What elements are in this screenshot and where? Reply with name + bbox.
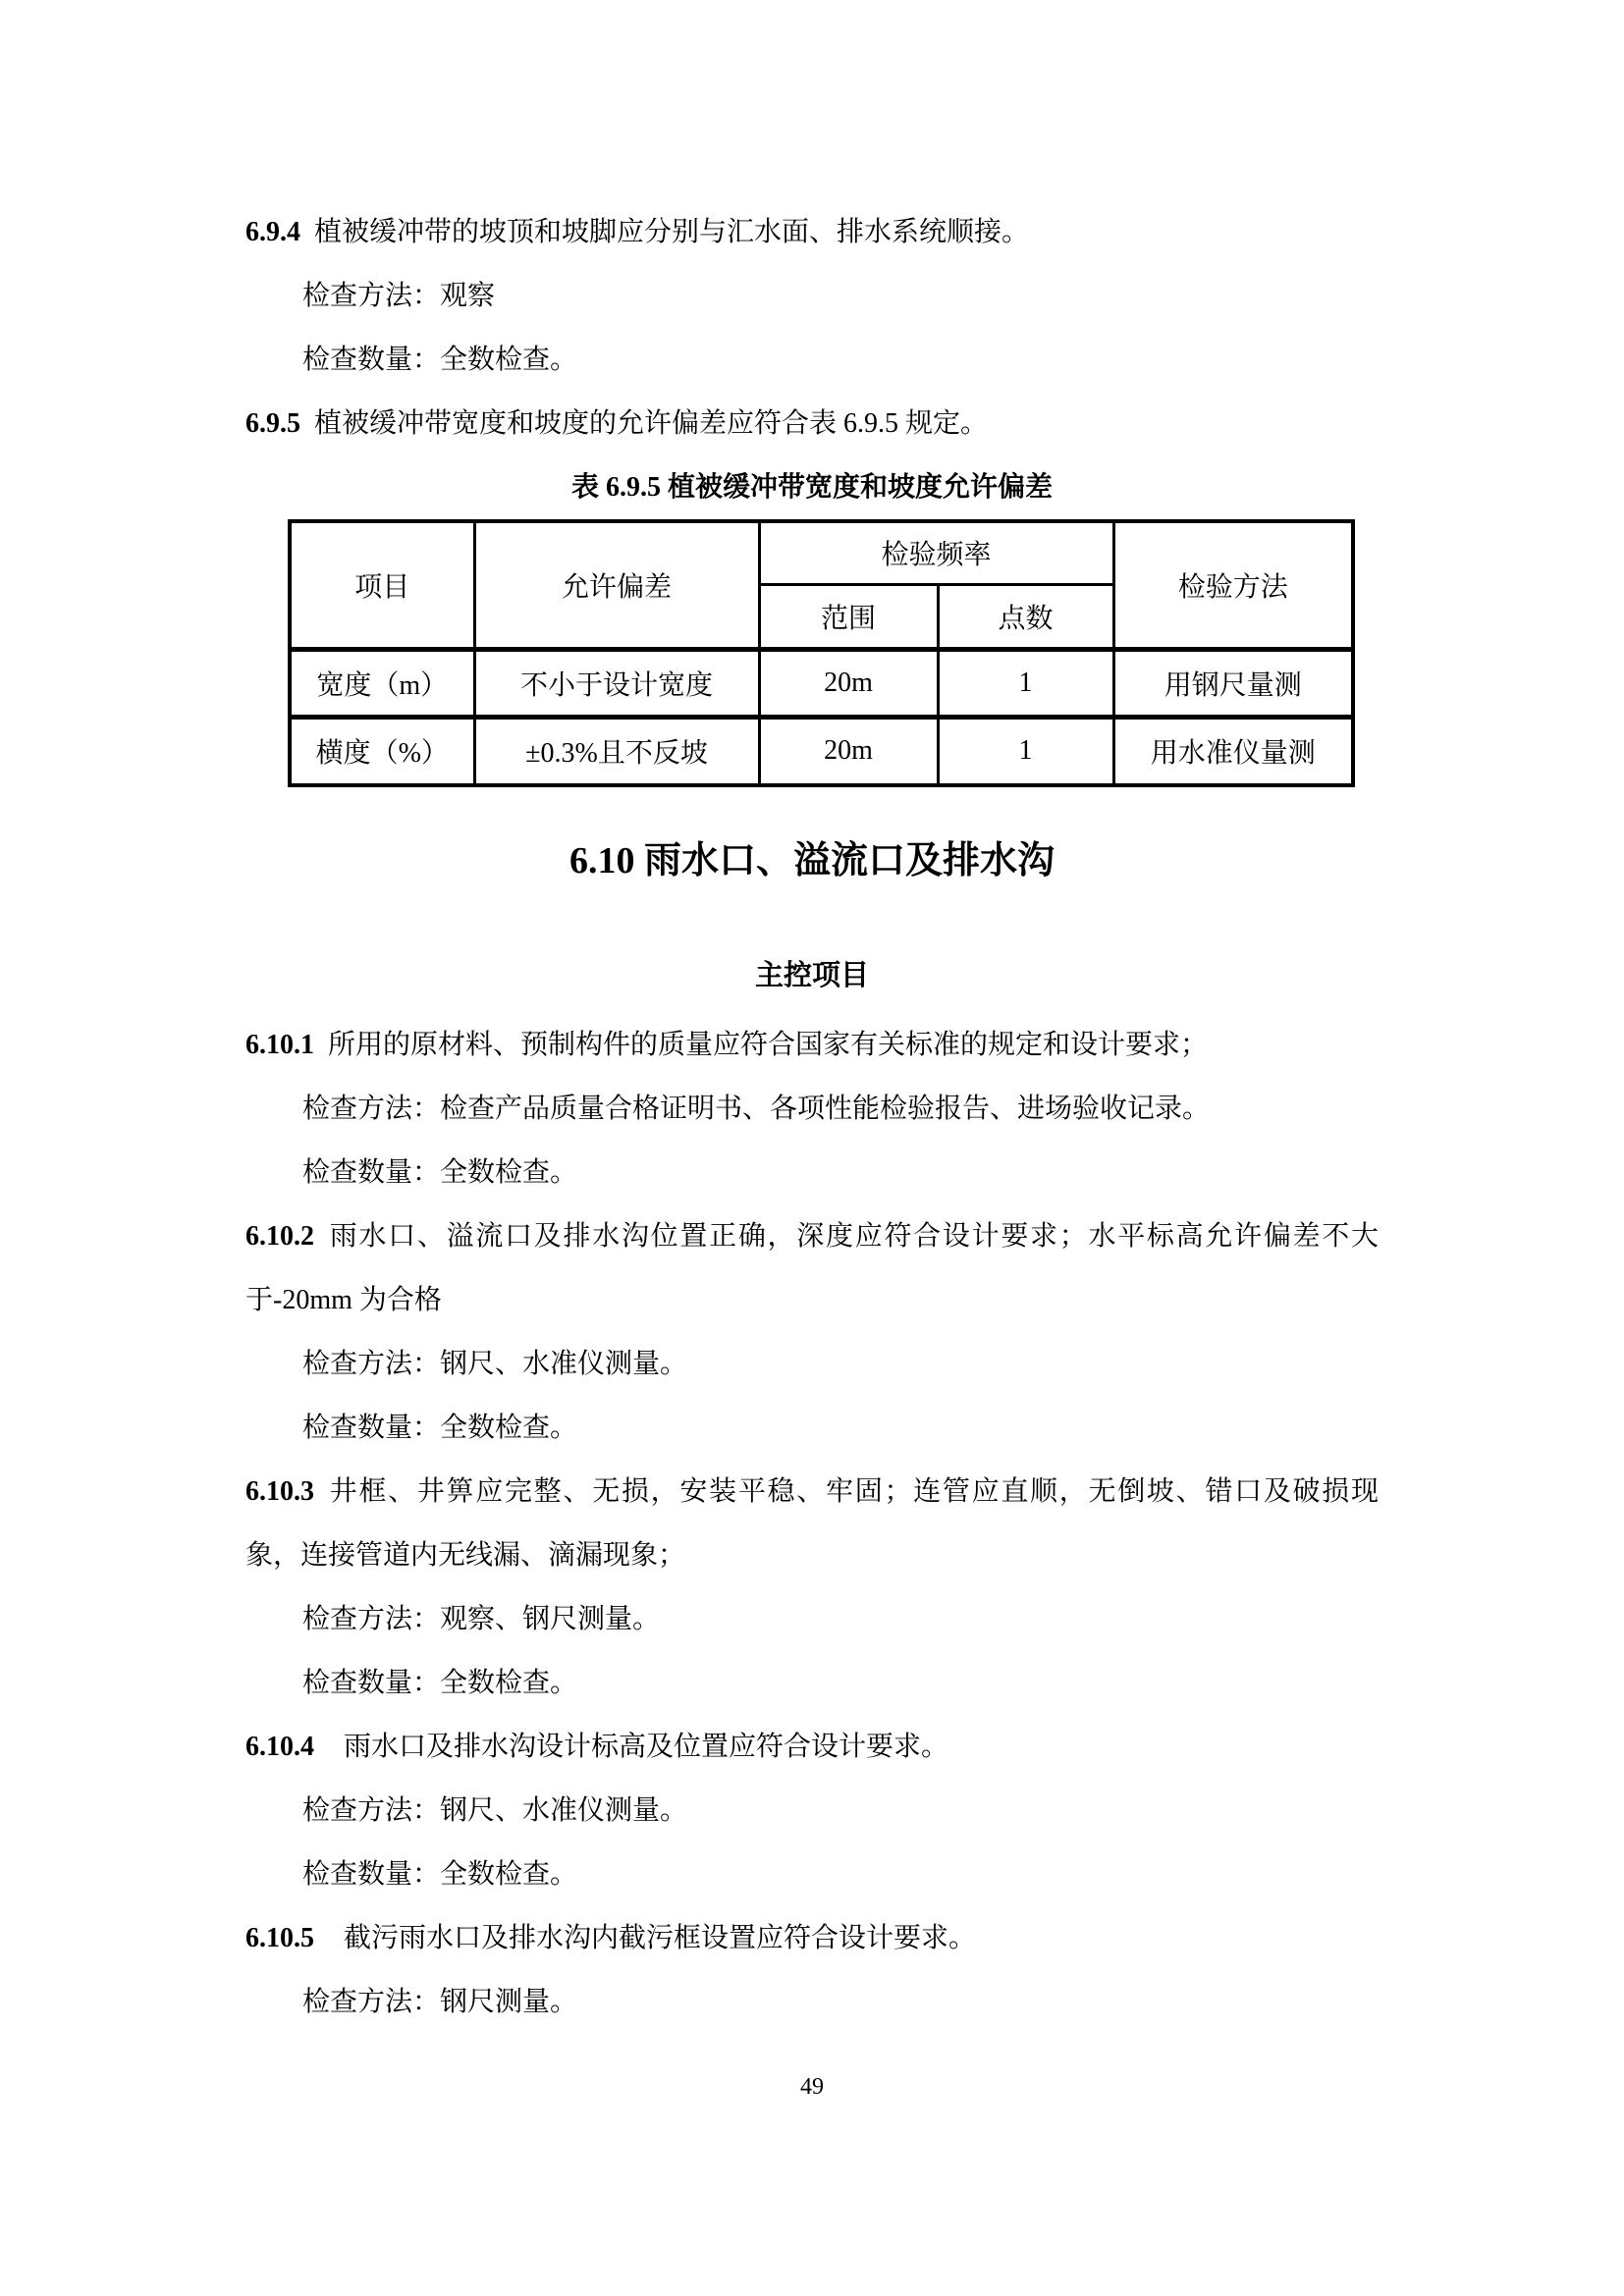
cell-points: 1 xyxy=(938,717,1113,785)
clause-text: 所用的原材料、预制构件的质量应符合国家有关标准的规定和设计要求； xyxy=(328,1030,1209,1060)
clause-6-10-2-continued: 于-20mm 为合格 xyxy=(245,1285,442,1315)
clause-6-10-2 xyxy=(245,1204,1379,1268)
table-row-width xyxy=(290,649,1353,717)
clause-number: 6.10.1 xyxy=(245,1030,314,1060)
header-cell-item: 项目 xyxy=(290,521,474,649)
clause-text: 植被缓冲带宽度和坡度的允许偏差应符合表 6.9.5 规定。 xyxy=(314,408,989,439)
page-number: 49 xyxy=(800,2074,824,2100)
header-cell-frequency: 检验频率 xyxy=(759,521,1113,584)
clause-6-9-5 xyxy=(245,392,1379,455)
clause-number: 6.10.4 xyxy=(245,1732,314,1762)
cell-tolerance: ±0.3%且不反坡 xyxy=(474,717,759,785)
clause-6-10-3-continued: 象，连接管道内无线漏、滴漏现象； xyxy=(245,1540,686,1571)
cell-item: 横度（%） xyxy=(290,717,474,785)
section-heading-6-10: 6.10 雨水口、溢流口及排水沟 xyxy=(568,840,1055,881)
clause-6-10-3-quantity: 检查数量：全数检查。 xyxy=(302,1668,578,1698)
clause-6-10-3 xyxy=(245,1460,1379,1523)
cell-points: 1 xyxy=(938,649,1113,717)
clause-number: 6.10.2 xyxy=(245,1221,314,1252)
clause-6-10-1-method: 检查方法：检查产品质量合格证明书、各项性能检验报告、进场验收记录。 xyxy=(302,1094,1211,1124)
header-cell-tolerance: 允许偏差 xyxy=(474,521,759,649)
clause-6-10-4-method: 检查方法：钢尺、水准仪测量。 xyxy=(302,1795,688,1826)
clause-6-10-1 xyxy=(245,1013,1379,1077)
table-header-row-1 xyxy=(290,521,1353,584)
cell-tolerance: 不小于设计宽度 xyxy=(474,649,759,717)
cell-range: 20m xyxy=(759,717,938,785)
sub-heading-main-control: 主控项目 xyxy=(754,960,869,991)
tolerance-table xyxy=(288,519,1355,787)
clause-6-9-4-method: 检查方法：观察 xyxy=(302,281,496,311)
table-title: 表 6.9.5 植被缓冲带宽度和坡度允许偏差 xyxy=(570,472,1053,503)
cell-method: 用水准仪量测 xyxy=(1113,717,1353,785)
clause-number: 6.9.4 xyxy=(245,217,300,247)
table-row-slope xyxy=(290,717,1353,785)
clause-6-10-3-method: 检查方法：观察、钢尺测量。 xyxy=(302,1604,661,1634)
clause-text: 截污雨水口及排水沟内截污框设置应符合设计要求。 xyxy=(344,1923,977,1953)
clause-6-10-2-method: 检查方法：钢尺、水准仪测量。 xyxy=(302,1349,688,1379)
clause-text: 井框、井箅应完整、无损，安装平稳、牢固；连管应直顺，无倒坡、错口及破损现 xyxy=(328,1476,1379,1507)
clause-number: 6.9.5 xyxy=(245,408,300,439)
clause-6-9-4 xyxy=(245,200,1379,264)
clause-6-10-4 xyxy=(245,1715,1379,1779)
clause-6-10-1-quantity: 检查数量：全数检查。 xyxy=(302,1157,578,1188)
cell-method: 用钢尺量测 xyxy=(1113,649,1353,717)
clause-6-10-5 xyxy=(245,1906,1379,1970)
cell-range: 20m xyxy=(759,649,938,717)
header-cell-method: 检验方法 xyxy=(1113,521,1353,649)
clause-6-9-4-quantity: 检查数量：全数检查。 xyxy=(302,345,578,375)
clause-text: 植被缓冲带的坡顶和坡脚应分别与汇水面、排水系统顺接。 xyxy=(314,217,1030,247)
clause-6-10-2-quantity: 检查数量：全数检查。 xyxy=(302,1413,578,1443)
cell-item: 宽度（m） xyxy=(290,649,474,717)
clause-number: 6.10.5 xyxy=(245,1923,314,1953)
clause-number: 6.10.3 xyxy=(245,1476,314,1507)
page-content xyxy=(245,0,1379,2119)
clause-text: 雨水口及排水沟设计标高及位置应符合设计要求。 xyxy=(344,1732,949,1762)
clause-6-10-4-quantity: 检查数量：全数检查。 xyxy=(302,1859,578,1890)
header-cell-range: 范围 xyxy=(759,584,938,649)
header-cell-points: 点数 xyxy=(938,584,1113,649)
clause-6-10-5-method: 检查方法：钢尺测量。 xyxy=(302,1987,578,2017)
clause-text: 雨水口、溢流口及排水沟位置正确，深度应符合设计要求；水平标高允许偏差不大 xyxy=(328,1221,1379,1252)
